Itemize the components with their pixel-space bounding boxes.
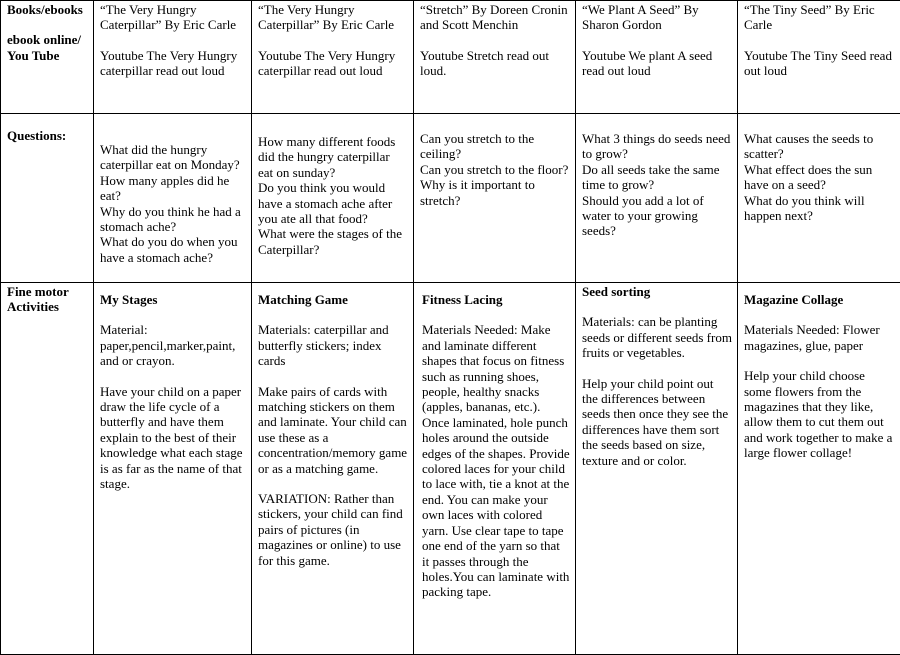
fine-motor-row bbox=[1, 283, 900, 655]
activity-paragraph: Materials: caterpillar and butterfly stickers; index cards bbox=[258, 322, 408, 368]
question-cell bbox=[94, 114, 252, 283]
books-label-cell bbox=[1, 1, 94, 114]
book-title: “We Plant A Seed” By Sharon Gordon bbox=[582, 2, 732, 33]
activity-title: Fitness Lacing bbox=[422, 292, 570, 307]
book-title: “The Tiny Seed” By Eric Carle bbox=[744, 2, 895, 33]
activity-cell bbox=[252, 283, 414, 655]
activity-paragraph: VARIATION: Rather than stickers, your child can find pairs of pictures (in magazines or online) to use for this game. bbox=[258, 491, 408, 568]
book-video: Youtube Stretch read out loud. bbox=[420, 48, 570, 79]
question: What effect does the sun have on a seed? bbox=[744, 162, 895, 193]
activity-paragraph: Help your child point out the differences between seeds then once they see the differences have them sort the seeds based on size, texture and or color. bbox=[582, 376, 732, 468]
question-cell bbox=[414, 114, 576, 283]
question-cell bbox=[252, 114, 414, 283]
book-title: “The Very Hungry Caterpillar” By Eric Carle bbox=[258, 2, 408, 33]
activity-cell bbox=[94, 283, 252, 655]
book-video: Youtube The Very Hungry caterpillar read out loud bbox=[258, 48, 408, 79]
book-title: “The Very Hungry Caterpillar” By Eric Carle bbox=[100, 2, 246, 33]
activity-paragraph: Materials Needed: Make and laminate different shapes that focus on fitness such as running shoes, people, healthy snacks (apples, bananas, etc.). Once laminated, hole punch holes around the outside edges of the shapes. Provide colored laces for your child to lace with, tie a knot at the end. You can make your own laces with colored yarn. Use clear tape to tape one end of the yarn so that it passes through the holes.You can laminate with packing tape. bbox=[422, 322, 570, 599]
question: Do all seeds take the same time to grow? bbox=[582, 162, 732, 193]
question: How many different foods did the hungry caterpillar eat on sunday? bbox=[258, 134, 408, 180]
book-video: Youtube We plant A seed read out loud bbox=[582, 48, 732, 79]
question: Should you add a lot of water to your growing seeds? bbox=[582, 193, 732, 239]
question: How many apples did he eat? bbox=[100, 173, 246, 204]
activity-title: My Stages bbox=[100, 292, 246, 307]
questions-label-cell bbox=[1, 114, 94, 283]
question: What causes the seeds to scatter? bbox=[744, 131, 895, 162]
youtube-label: You Tube bbox=[7, 48, 88, 63]
activity-paragraph: Materials Needed: Flower magazines, glue, paper bbox=[744, 322, 895, 353]
book-cell bbox=[576, 1, 738, 114]
book-cell bbox=[94, 1, 252, 114]
book-video: Youtube The Very Hungry caterpillar read out loud bbox=[100, 48, 246, 79]
activity-paragraph: Material: paper,pencil,marker,paint, and or crayon. bbox=[100, 322, 246, 368]
activity-paragraph: Materials: can be planting seeds or different seeds from fruits or vegetables. bbox=[582, 314, 732, 360]
books-row bbox=[1, 1, 900, 114]
book-cell bbox=[252, 1, 414, 114]
question: Can you stretch to the floor? bbox=[420, 162, 570, 177]
question: Do you think you would have a stomach ache after you ate all that food? bbox=[258, 180, 408, 226]
questions-label: Questions: bbox=[7, 128, 88, 143]
question-cell bbox=[576, 114, 738, 283]
activity-title: Matching Game bbox=[258, 292, 408, 307]
activity-cell bbox=[576, 283, 738, 655]
activity-cell bbox=[414, 283, 576, 655]
question: What do you think will happen next? bbox=[744, 193, 895, 224]
activity-cell bbox=[738, 283, 900, 655]
book-title: “Stretch” By Doreen Cronin and Scott Menchin bbox=[420, 2, 570, 33]
question: Can you stretch to the ceiling? bbox=[420, 131, 570, 162]
question: Why do you think he had a stomach ache? bbox=[100, 204, 246, 235]
book-cell bbox=[738, 1, 900, 114]
question: What were the stages of the Caterpillar? bbox=[258, 226, 408, 257]
question: What 3 things do seeds need to grow? bbox=[582, 131, 732, 162]
activity-title: Seed sorting bbox=[582, 284, 732, 299]
questions-row bbox=[1, 114, 900, 283]
book-cell bbox=[414, 1, 576, 114]
activity-paragraph: Make pairs of cards with matching stickers on them and laminate. Your child can use these as a concentration/memory game or as a matching game. bbox=[258, 384, 408, 476]
activity-paragraph: Help your child choose some flowers from the magazines that they like, allow them to cut them out and work together to make a large flower collage! bbox=[744, 368, 895, 460]
ebook-label: ebook online/ bbox=[7, 32, 88, 47]
question-cell bbox=[738, 114, 900, 283]
book-video: Youtube The Tiny Seed read out loud bbox=[744, 48, 895, 79]
question: What did the hungry caterpillar eat on Monday? bbox=[100, 142, 246, 173]
books-label: Books/ebooks bbox=[7, 2, 88, 17]
activity-paragraph: Have your child on a paper draw the life cycle of a butterfly and have them explain to the best of their knowledge what each stage is as far as the name of that stage. bbox=[100, 384, 246, 492]
question: Why is it important to stretch? bbox=[420, 177, 570, 208]
fine-motor-label: Fine motor Activities bbox=[7, 284, 88, 315]
question: What do you do when you have a stomach ache? bbox=[100, 234, 246, 265]
fine-motor-label-cell bbox=[1, 283, 94, 655]
activity-title: Magazine Collage bbox=[744, 292, 895, 307]
